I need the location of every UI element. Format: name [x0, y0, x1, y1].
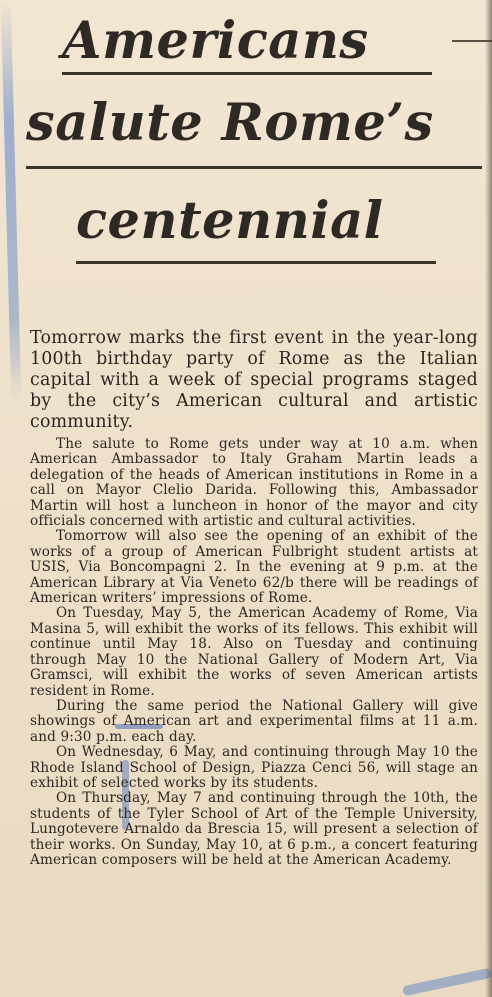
article-paragraph: During the same period the National Gallery will give showings of American art and experimental films at 11 a.m. and 9:30 p.m. each day. [30, 697, 478, 745]
clipping-edge-fold [452, 40, 492, 50]
headline-line-2: salute Rome’s [26, 93, 434, 153]
blue-pen-mark-bottom [402, 968, 492, 996]
headline-rule-2 [26, 166, 482, 169]
headline-rule-3 [76, 261, 436, 264]
article-body [30, 328, 478, 868]
blue-pen-mark-left [1, 0, 21, 400]
headline-line-3: centennial [76, 191, 384, 251]
article-paragraph: On Wednesday, 6 May, and continuing through May 10 the Rhode Island School of Design, Piazza Cenci 56, will stage an exhibit of selected works by its students. [30, 744, 478, 791]
article-paragraph: On Thursday, May 7 and continuing through the 10th, the students of the Tyler School of Art of the Temple University, Lungotevere Arnaldo da Brescia 15, will present a selection of their works. On Sunday, May 10, at 6 p.m., a concert featuring American composers will be held at the American Academy. [30, 790, 478, 868]
headline-rule-1 [62, 72, 432, 75]
article-paragraph: On Tuesday, May 5, the American Academy of Rome, Via Masina 5, will exhibit the works of its fellows. This exhibit will continue until May 18. Also on Tuesday and continuing through May 10 the National Gallery of Modern Art, Via Gramsci, will exhibit the works of seven American artists resident in Rome. [30, 605, 478, 699]
clipping-edge-shadow [485, 0, 492, 997]
headline-line-1: Americans [62, 11, 369, 71]
article-paragraph: Tomorrow will also see the opening of an exhibit of the works of a group of American Fulbright student artists at USIS, Via Boncompagni 2. In the evening at 9 p.m. at the American Library at Via Veneto 62/b there will be readings of American writers’ impressions of Rome. [30, 528, 478, 607]
article-lead: Tomorrow marks the first event in the year-long 100th birthday party of Rome as the Italian capital with a week of special programs staged by the city’s American cultural and artistic community. [30, 328, 478, 432]
article-paragraph: The salute to Rome gets under way at 10 a.m. when American Ambassador to Italy Graham Martin leads a delegation of the heads of American institutions in Rome in a call on Mayor Clelio Darida. Following this, Ambassador Martin will host a luncheon in honor of the mayor and city officials concerned with artistic and cultural activities. [30, 436, 478, 530]
